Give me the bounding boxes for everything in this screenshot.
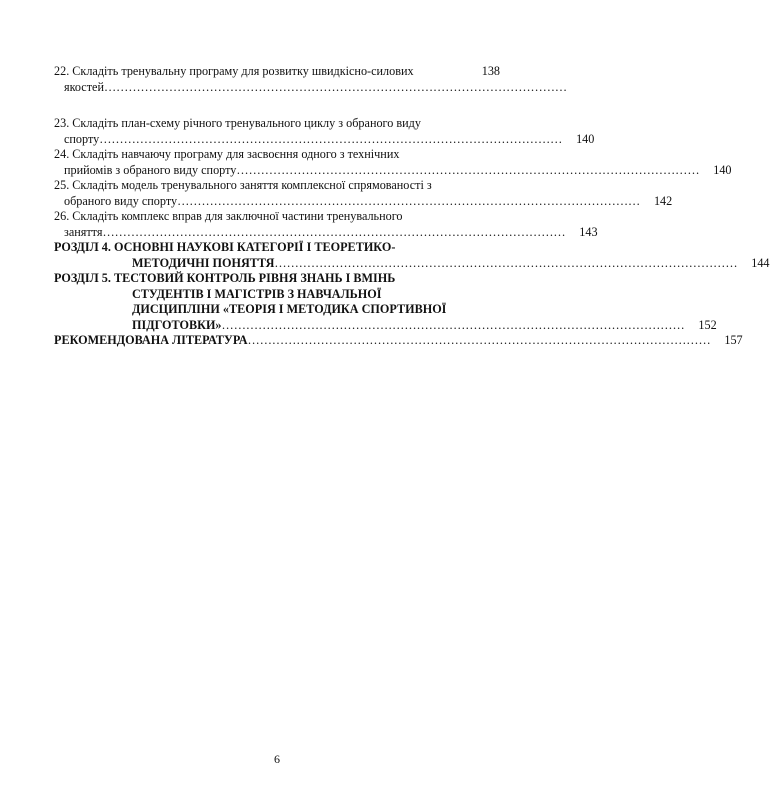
toc-entry-23-line-1: 23. Складіть план-схему річного тренувального циклу з обраного виду <box>54 116 421 130</box>
leader-dots: …………………………………………………………………………………………………… <box>99 131 563 146</box>
toc-entry-26 <box>54 209 598 240</box>
toc-section-5-line-2: СТУДЕНТІВ І МАГІСТРІВ З НАВЧАЛЬНОЇ <box>132 286 382 301</box>
toc-entry-24 <box>54 147 732 178</box>
toc-entry-26-line-1: 26. Складіть комплекс вправ для заключної частини тренувального <box>54 209 403 223</box>
toc-section-4-line-2: МЕТОДИЧНІ ПОНЯТТЯ <box>132 255 275 270</box>
toc-section-5-line-4: ПІДГОТОВКИ» <box>132 317 222 332</box>
page-number: 6 <box>274 752 280 766</box>
toc-entry-24-page: 140 <box>713 162 732 177</box>
table-of-contents <box>54 64 770 349</box>
toc-entry-25 <box>54 178 673 209</box>
leader-dots: …………………………………………………………………………………………………… <box>103 79 568 94</box>
leader-dots: …………………………………………………………………………………………………… <box>102 224 566 239</box>
toc-entry-22-line-2: якостей <box>64 79 104 94</box>
toc-entry-23 <box>54 116 595 147</box>
toc-entry-24-line-2: прийомів з обраного виду спорту <box>64 162 237 177</box>
toc-section-5 <box>54 271 717 333</box>
toc-entry-24-line-1: 24. Складіть навчаючу програму для засвоєння одного з технічних <box>54 147 400 161</box>
toc-entry-26-line-2: заняття <box>64 224 103 239</box>
toc-entry-22-page: 138 <box>481 64 500 78</box>
toc-literature-page: 157 <box>724 333 743 347</box>
toc-entry-25-line-2: обраного виду спорту <box>64 193 178 208</box>
leader-dots: …………………………………………………………………………………………………… <box>236 162 700 177</box>
toc-entry-22 <box>54 64 568 95</box>
toc-section-5-page: 152 <box>698 317 717 332</box>
leader-dots: …………………………………………………………………………………………………… <box>247 333 711 347</box>
leader-dots: …………………………………………………………………………………………………… <box>177 193 641 208</box>
leader-dots: …………………………………………………………………………………………………… <box>274 255 738 270</box>
toc-entry-22-line-1: 22. Складіть тренувальну програму для розвитку швидкісно-силових <box>54 64 414 78</box>
toc-entry-23-line-2: спорту <box>64 131 100 146</box>
toc-section-5-line-1: РОЗДІЛ 5. ТЕСТОВИЙ КОНТРОЛЬ РІВНЯ ЗНАНЬ І ВМІНЬ <box>54 271 396 285</box>
toc-section-4-line-1: РОЗДІЛ 4. ОСНОВНІ НАУКОВІ КАТЕГОРІЇ І ТЕОРЕТИКО- <box>54 240 396 254</box>
leader-dots: …………………………………………………………………………………………………… <box>221 317 685 332</box>
toc-literature <box>54 333 743 349</box>
toc-entry-25-page: 142 <box>653 193 673 208</box>
toc-section-5-line-3: ДИСЦИПЛІНИ «ТЕОРІЯ І МЕТОДИКА СПОРТИВНОЇ <box>132 302 447 316</box>
toc-entry-23-page: 140 <box>576 131 595 146</box>
toc-entry-25-line-1: 25. Складіть модель тренувального заняття комплексної спрямованості з <box>54 178 432 192</box>
toc-section-4 <box>54 240 770 271</box>
toc-literature-title: РЕКОМЕНДОВАНА ЛІТЕРАТУРА <box>54 333 248 347</box>
toc-entry-26-page: 143 <box>579 224 598 239</box>
toc-section-4-page: 144 <box>751 255 770 270</box>
